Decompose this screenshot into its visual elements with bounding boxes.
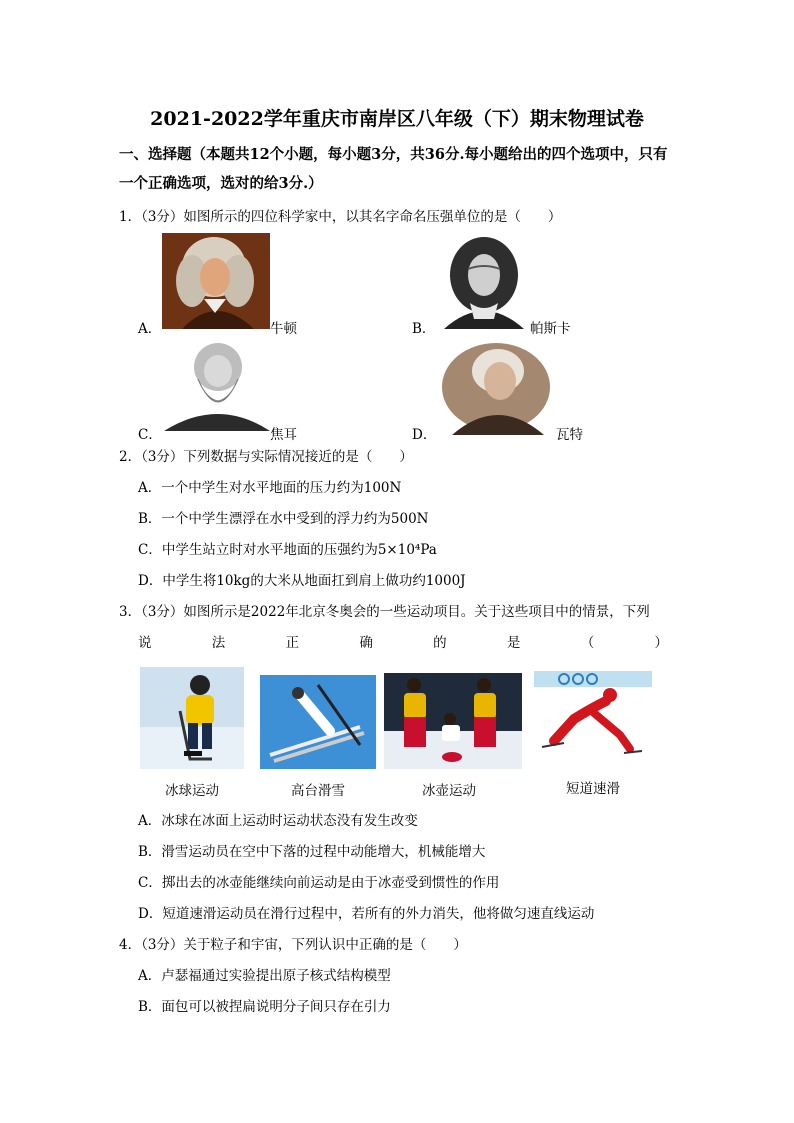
portrait-watt-image <box>438 339 556 435</box>
q1-option-d-letter: D． <box>412 427 437 443</box>
q2-option-c: C．中学生站立时对水平地面的压强约为5×10⁴Pa <box>138 542 437 558</box>
q4-stem: 4．（3分）关于粒子和宇宙，下列认识中正确的是（ ） <box>119 937 467 953</box>
curling-image <box>384 673 522 769</box>
q4-option-a: A．卢瑟福通过实验提出原子核式结构模型 <box>138 968 391 984</box>
section-heading: 一、选择题（本题共12个小题，每小题3分，共36分.每小题给出的四个选项中，只有一个正确选项，选对的给3分.） <box>119 146 668 192</box>
caption-speed-skating: 短道速滑 <box>566 781 620 797</box>
q1-option-b-name: 帕斯卡 <box>530 321 571 337</box>
q1-option-d-name: 瓦特 <box>556 427 583 443</box>
caption-curling: 冰壶运动 <box>422 783 476 799</box>
portrait-joule-image <box>164 339 270 431</box>
portrait-pascal-image <box>438 233 530 329</box>
q3-option-b: B．滑雪运动员在空中下落的过程中动能增大，机械能增大 <box>138 844 486 860</box>
ski-jumping-image <box>260 675 376 769</box>
q1-option-a-letter: A． <box>138 321 162 337</box>
q2-stem: 2．（3分）下列数据与实际情况接近的是（ ） <box>119 449 413 465</box>
page-title: 2021-2022学年重庆市南岸区八年级（下）期末物理试卷 <box>150 108 644 130</box>
caption-ice-hockey: 冰球运动 <box>165 783 219 799</box>
q3-option-d: D．短道速滑运动员在滑行过程中，若所有的外力消失，他将做匀速直线运动 <box>138 906 595 922</box>
q1-stem: 1．（3分）如图所示的四位科学家中，以其名字命名压强单位的是（ ） <box>119 209 562 225</box>
q2-option-b: B．一个中学生漂浮在水中受到的浮力约为500N <box>138 511 429 527</box>
portrait-newton-image <box>162 233 270 329</box>
q2-option-d: D．中学生将10kg的大米从地面扛到肩上做功约1000J <box>138 573 466 589</box>
q3-stem-line1: 3．（3分）如图所示是2022年北京冬奥会的一些运动项目。关于这些项目中的情景，下列 <box>119 604 650 620</box>
q1-option-c-letter: C． <box>138 427 162 443</box>
q3-option-c: C．掷出去的冰壶能继续向前运动是由于冰壶受到惯性的作用 <box>138 875 500 891</box>
q1-option-c-name: 焦耳 <box>270 427 297 443</box>
q4-option-b: B．面包可以被捏扁说明分子间只存在引力 <box>138 999 391 1015</box>
q1-option-a-name: 牛顿 <box>270 321 297 337</box>
q3-option-a: A．冰球在冰面上运动时运动状态没有发生改变 <box>138 813 418 829</box>
q2-option-a: A．一个中学生对水平地面的压力约为100N <box>138 480 402 496</box>
q3-stem-line2: 说 法 正 确 的 是 （ ） <box>138 635 668 651</box>
speed-skating-image <box>534 671 652 765</box>
caption-ski-jumping: 高台滑雪 <box>291 783 345 799</box>
ice-hockey-image <box>140 667 244 769</box>
q1-option-b-letter: B． <box>412 321 436 337</box>
